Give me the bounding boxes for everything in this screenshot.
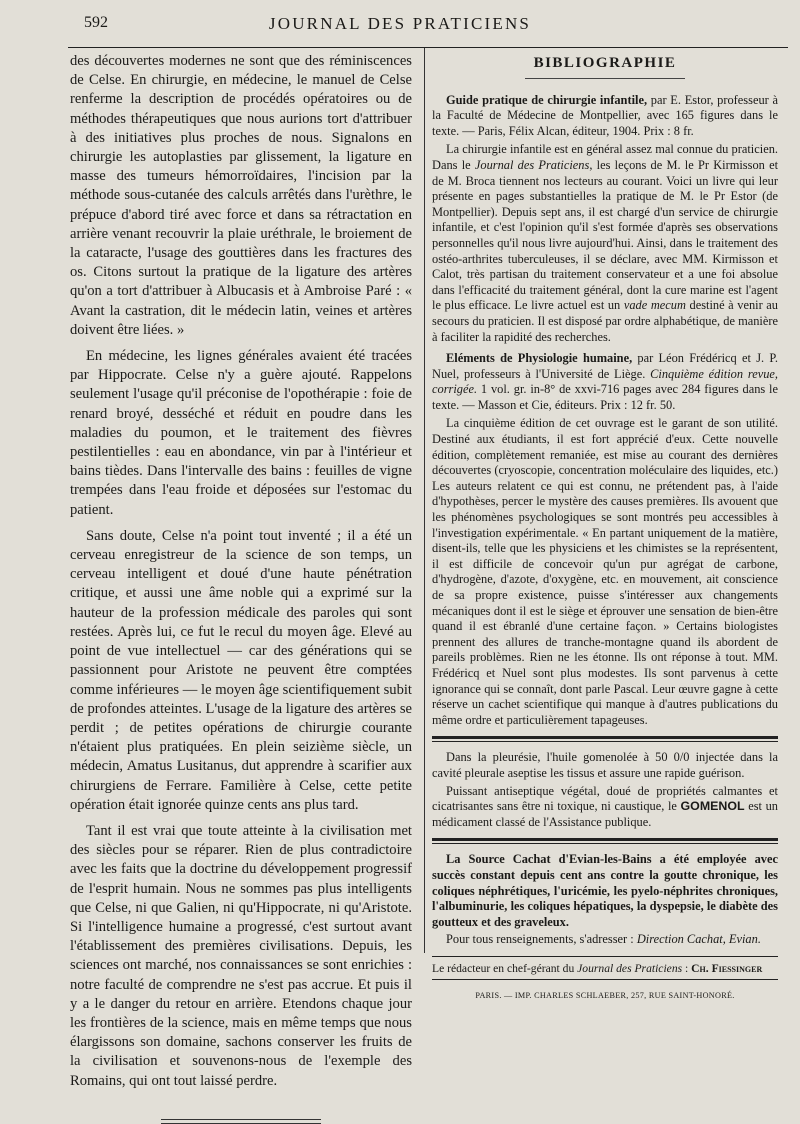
article-end-rule <box>161 1119 321 1124</box>
credit-journal: Journal des Praticiens <box>577 961 683 975</box>
page-header <box>0 10 800 40</box>
review-text: , les leçons de M. le Pr Kirmisson et de M. Broca tiennent nos lecteurs au courant. Voici un livre qui leur présente en pages substantielles la pratique de M. le Pr Estor (de Montpellier). Depuis sept ans, il est chargé d'un service de chirurgie infantile, et c'est l'opinion qu'il s'est formée d'après ses observations personnelles qu'il nous livre aujourd'hui. Ainsi, dans le traitement des ostéo-arthrites tuberculeuses, il se déclare, avec MM. Kirmisson et Calot, très partisan du traitement conservateur et a une foi absolue dans l'efficacité du traitement général, dont la cure marine est l'agent le plus efficace. Le livre actuel est un <box>432 157 779 313</box>
column-divider <box>424 48 425 953</box>
entry-citation: 1 vol. gr. in-8° de xxvi-716 pages avec 284 figures dans le texte. — Masson et Cie, éditeurs. Prix : 12 fr. 50. <box>432 382 778 412</box>
bibliography-entry-review <box>432 142 778 345</box>
entry-citation: par Léon Frédéricq et J. P. Nuel, professeurs à l'Université de Liège. <box>432 351 778 381</box>
review-emphasis: Journal des Praticiens <box>474 157 590 172</box>
printer-imprint: PARIS. — IMP. CHARLES SCHLAEBER, 257, RUE SAINT-HONORÉ. <box>475 991 735 1001</box>
bibliography-entry-citation <box>432 93 778 140</box>
brand-name: GOMENOL <box>680 799 745 814</box>
header-rule <box>68 47 788 48</box>
credit-text: : <box>682 961 692 975</box>
ad-text-part: est un médicament classé de l'Assistance publique. <box>432 799 778 829</box>
ad-text <box>432 784 778 831</box>
journal-title: JOURNAL DES PRATICIENS <box>268 14 532 33</box>
left-column <box>70 52 412 1124</box>
ad-text-part: Puissant antiseptique végétal, doué de propriétés calmantes et cicatrisantes sans être ni toxique, ni caustique, le <box>432 783 778 814</box>
bibliography-entry-review: La cinquième édition de cet ouvrage est le garant de son utilité. Destiné aux étudiants, il est fort apprécié d'eux. Cette nouvelle édition, complètement remaniée, est mise au courant des dernières découvertes (cryoscopie, concentration moléculaire des liquides, etc.) Les auteurs relatent ce qui est connu, ne prétendent pas, à l'aide d'hypothèses, percer le mystère des causes premières. Ils avouent que les phénomènes psychologiques se sont montrés peu accessibles à l'investigation expérimentale. « En partant uniquement de la matière, disent-ils, telle que les physiciens et les chimistes se la représentent, il est difficile de concevoir qu'un pur agrégat de carbone, d'hydrogène, d'azote, d'oxygène, etc. en mouvement, ait conscience de sa propre existence, puisse s'intéresser aux changements mécaniques dont il est le siège et éprouver une sensation de bien-être quand il est ébranlé d'une certaine façon. » Certains biologistes prennent des allures de tranche-montagne quand ils abordent de pareils problèmes. Rien ne les étonne. Ils ont réponse à tout. MM. Frédéricq et Nuel sont plus modestes. Ils sont parvenus à cette ignorance qui se connaît, dont parle Pascal. Leur œuvre gagne à cette réserve un cachet scientifique qui manque à d'autres publications du même ordre et particulièrement tapageuses. <box>432 416 778 727</box>
ad-heading: La Source Cachat d'Evian-les-Bains <box>446 852 652 867</box>
paragraph: des découvertes modernes ne sont que des réminiscences de Celse. En chirurgie, en médecine, le manuel de Celse renferme la description de procédés opératoires ou de méthodes thérapeutiques que nous aurions tort d'attribuer à des initiatives plus proches de nous. Signalons en chirurgie les autoplasties par glissement, la ligature en masse des tumeurs hémorroïdaires, l'incision par la méthode sous-cutanée des calculs arrêtés dans l'urèthre, le prépuce d'abord tiré avec force et dans sa rétractation en arrière venant recouvrir la plaie uréthrale, le broiement de la cataracte, l'usage des gouttières dans les fractures des os. Citons surtout la pratique de la ligature des artères qu'on a tort d'attribuer à Albucasis et à Ambroise Paré : « Avant la castration, dit le médecin latin, veines et artères doivent être liées. » <box>70 53 412 338</box>
footer-rule <box>432 979 778 980</box>
entry-heading: Eléments de Physiologie humaine, <box>446 351 633 366</box>
editor-credit <box>432 961 778 977</box>
advertisement-cachat <box>432 852 778 948</box>
paragraph: Sans doute, Celse n'a point tout inventé ; il a été un cerveau enregistreur de la science de son temps, un cerveau intelligent et doué d'une haute pénétration critique, et aussi une âme noble qui a exprimé sur la hauteur de la profession médicale des paroles qui sont restées. Après lui, ce fut le recul du moyen âge. Elevé au point de vue intellectuel — car des générations qui se passionnent pour Aristote ne peuvent être comptées comme inférieures — le moyen âge scientifiquement subit de profondes atteintes. L'usage de la ligature des artères se perdit ; de petites opérations de chirurgie courante n'étaient plus pratiquées. En plein seizième siècle, un médecin, Amatus Lusitanus, dut apprendre à scarifier aux chirurgiens de Ferrare. Familière à Celse, cette petite opération était ignorée quinze cents ans plus tard. <box>70 527 412 813</box>
footer-rule <box>432 956 778 957</box>
review-text: destiné à venir au secours du praticien. Il est disposé par ordre alphabétique, de manière à faciliter la rapidité des recherches. <box>432 298 779 344</box>
credit-text: Le rédacteur en chef-gérant du <box>432 961 578 975</box>
advertisement-gomenol <box>432 750 778 830</box>
ad-text: Dans la pleurésie, l'huile gomenolée à 50 0/0 injectée dans la cavité pleurale aseptise les tissus et assure une rapide guérison. <box>432 750 778 780</box>
paragraph: Tant il est vrai que toute atteinte à la civilisation met des siècles pour se réparer. Rien de plus contradictoire avec les faits que la doctrine du développement progressif de l'esprit humain. Nous ne sommes pas plus intelligents que Celse, ni que Galien, ni qu'Hippocrate, ni qu'Aristote. Si l'intelligence humaine a progressé, c'est surtout avant l'établissement des premières civilisations. Depuis, les sciences ont marché, nos connaissances se sont enrichies : notre faculté de comprendre ne s'est pas accrue. Et puis il y a le danger du retour en arrière. Etendons chaque jour les frontières de la science, mais en même temps que nous élargissons son domaine, sachons conserver les fruits de la civilisation et souvenons-nous de l'exemple des Romains, qui ont tout laissé perdre. <box>70 822 412 1089</box>
ad-contact-address: Direction Cachat, Evian. <box>636 932 761 947</box>
bibliography-entry-citation <box>432 351 778 413</box>
section-separator <box>432 838 778 844</box>
page-number: 592 <box>84 14 108 31</box>
entry-edition: Cinquième édition revue, corrigée. <box>432 366 778 397</box>
ad-contact <box>432 932 778 948</box>
entry-citation: par E. Estor, professeur à la Faculté de Médecine de Montpellier, avec 165 figures dans le texte. — Paris, Félix Alcan, éditeur, 1904. Prix : 8 fr. <box>432 92 778 138</box>
section-title: BIBLIOGRAPHIE <box>533 55 677 71</box>
review-text: La chirurgie infantile est en général assez mal connue du praticien. Dans le <box>432 142 778 172</box>
ad-text-part: a été employée avec succès constant depuis cent ans contre la goutte chronique, les coliques néphrétiques, l'uricémie, les pyelo-néphrites chroniques, l'albuminurie, les coliques hépatiques, la dyspepsie, le diabète des goutteux et des graveleux. <box>432 852 778 929</box>
ad-text <box>432 852 778 930</box>
editor-name: Ch. Fiessinger <box>691 961 763 975</box>
paragraph: En médecine, les lignes générales avaient été tracées par Hippocrate. Celse n'y a guère ajouté. Rappelons seulement l'usage qu'il préconise de l'opothérapie : foie de renard broyé, desséché et réduit en poudre dans les maladies du poumon, et le traitement des fièvres pestilentielles : eau en abondance, vin par à l'intérieur et bains tièdes. Dans l'intervalle des bains : feuilles de vigne trempées dans l'eau froide et déposées sur l'estomac du patient. <box>70 348 412 518</box>
section-separator <box>432 736 778 742</box>
section-title-rule <box>525 78 685 79</box>
ad-contact-label: Pour tous renseignements, s'adresser : <box>446 932 637 947</box>
review-emphasis: vade mecum <box>623 298 686 313</box>
right-column <box>432 52 778 1004</box>
entry-heading: Guide pratique de chirurgie infantile, <box>446 92 648 107</box>
